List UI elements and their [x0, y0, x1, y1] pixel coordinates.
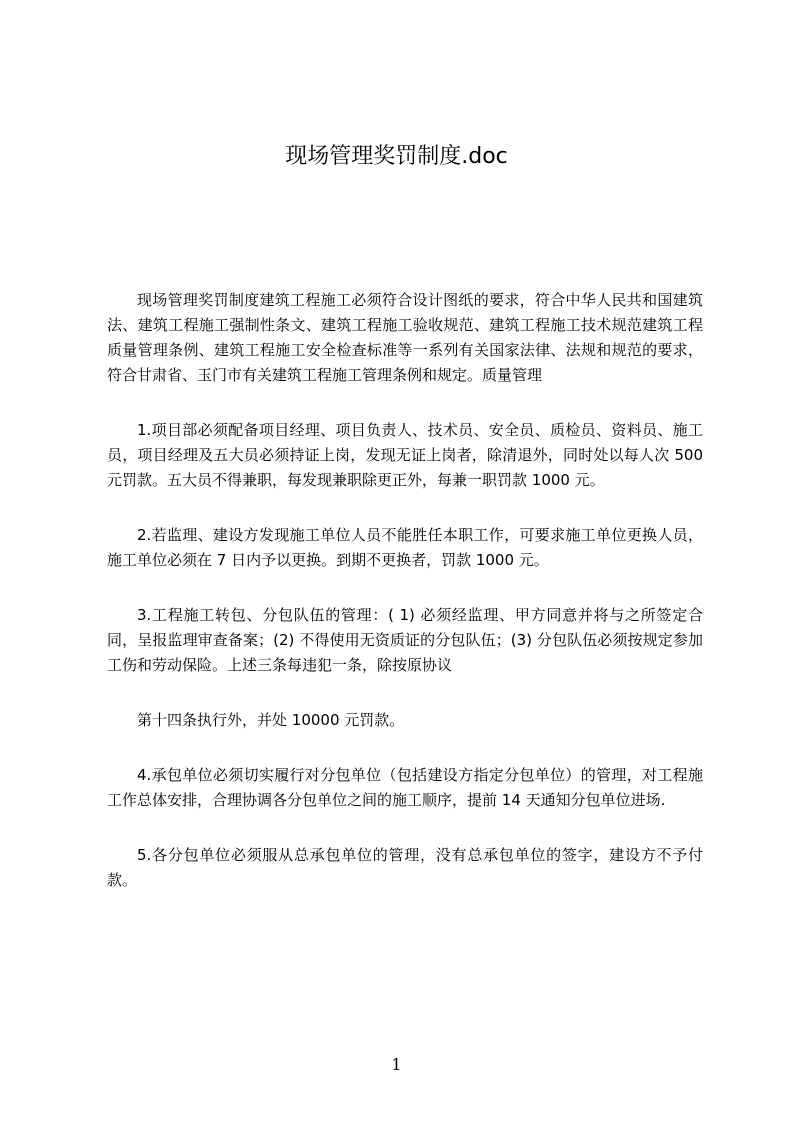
paragraph-item-5: 5.各分包单位必须服从总承包单位的管理，没有总承包单位的签字，建设方不予付款。 [107, 846, 703, 889]
paragraph-item-3: 3.工程施工转包、分包队伍的管理：( 1) 必须经监理、甲方同意并将与之所签定合同，呈报监理审查备案；(2) 不得使用无资质证的分包队伍；(3) 分包队伍必须按规定参加工伤和劳动保险。上述三条每违犯一条，除按原协议 [107, 606, 703, 674]
paragraph-item-3-continued: 第十四条执行外，并处 10000 元罚款。 [137, 711, 405, 729]
page-number: 1 [391, 1055, 402, 1074]
paragraph-item-2: 2.若监理、建设方发现施工单位人员不能胜任本职工作，可要求施工单位更换人员，施工单位必须在 7 日内予以更换。到期不更换者，罚款 1000 元。 [107, 526, 703, 569]
paragraph-intro: 现场管理奖罚制度建筑工程施工必须符合设计图纸的要求，符合中华人民共和国建筑法、建筑工程施工强制性条文、建筑工程施工验收规范、建筑工程施工技术规范建筑工程质量管理条例、建筑工程施工安全检查标准等一系列有关国家法律、法规和规范的要求，符合甘肃省、玉门市有关建筑工程施工管理条例和规定。质量管理 [107, 291, 703, 384]
document-title: 现场管理奖罚制度.doc [285, 144, 508, 169]
paragraph-item-4: 4.承包单位必须切实履行对分包单位（包括建设方指定分包单位）的管理，对工程施工作总体安排，合理协调各分包单位之间的施工顺序，提前 14 天通知分包单位进场. [107, 766, 703, 809]
paragraph-item-1: 1.项目部必须配备项目经理、项目负责人、技术员、安全员、质检员、资料员、施工员，项目经理及五大员必须持证上岗，发现无证上岗者，除清退外，同时处以每人次 500 元罚款。五大员不得兼职，每发现兼职除更正外，每兼一职罚款 1000 元。 [107, 421, 703, 489]
document-body [107, 288, 703, 893]
